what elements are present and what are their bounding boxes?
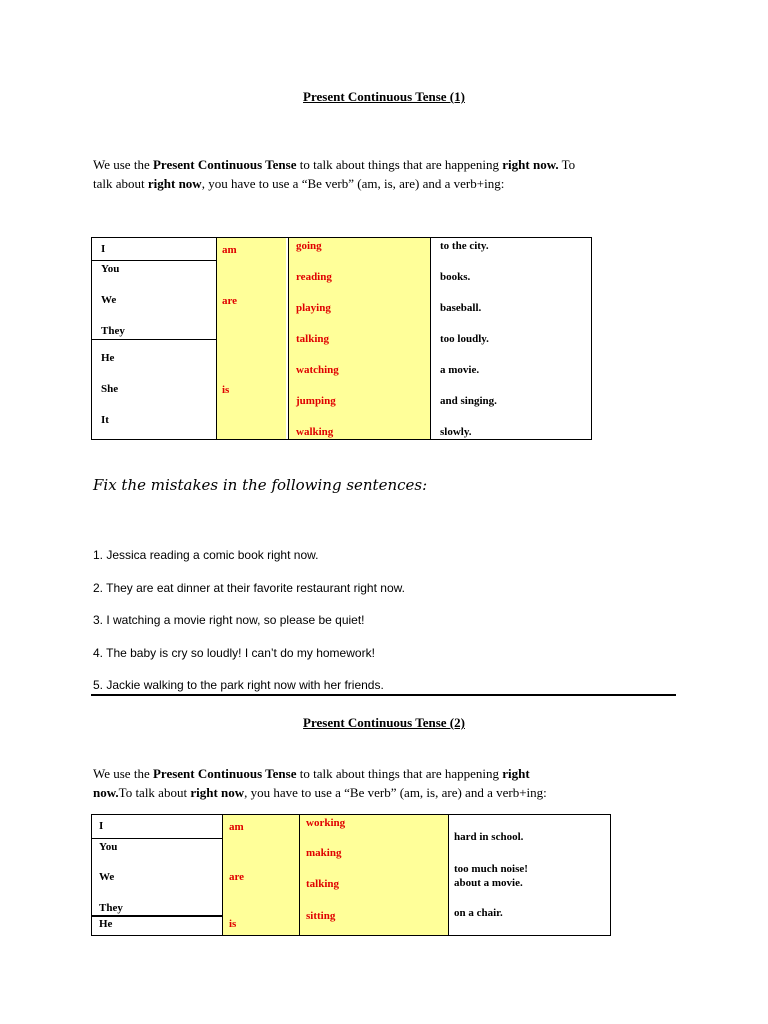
section2-title: Present Continuous Tense (2): [303, 715, 465, 730]
be-verb-cell: is: [222, 384, 230, 396]
subject-cell: We: [101, 294, 117, 306]
ending-cell: too loudly.: [440, 333, 489, 345]
ending-cell: baseball.: [440, 302, 482, 314]
be-verb-cell: am: [229, 821, 244, 833]
subject-cell: I: [99, 820, 104, 832]
exercise-sentence: 4. The baby is cry so loudly! I can’t do my homework!: [93, 646, 375, 660]
verb-cell: playing: [296, 302, 331, 314]
section1-title: Present Continuous Tense (1): [303, 89, 465, 104]
section2-intro-paragraph: We use the Present Continuous Tense to talk about things that are happening right now.To talk about right now, you have to use a “Be verb” (am, is, are) and a verb+ing:: [93, 766, 547, 800]
verb-cell: watching: [296, 364, 339, 376]
subject-cell: He: [99, 918, 113, 930]
subject-cell: They: [101, 325, 125, 337]
section1-intro-paragraph: We use the Present Continuous Tense to talk about things that are happening right now. To talk about right now, you have to use a “Be verb” (am, is, are) and a verb+ing:: [93, 157, 576, 191]
verb-cell: walking: [296, 426, 334, 438]
exercise-sentence: 5. Jackie walking to the park right now with her friends.: [93, 678, 384, 692]
verb-cell: going: [296, 240, 322, 252]
exercise-sentence: 1. Jessica reading a comic book right now.: [93, 548, 319, 562]
exercise-sentence: 3. I watching a movie right now, so please be quiet!: [93, 613, 365, 627]
verb-cell: talking: [296, 333, 330, 345]
subject-cell: You: [101, 263, 120, 275]
subject-cell: They: [99, 902, 123, 914]
ending-cell: hard in school.: [454, 831, 524, 843]
verb-cell: talking: [306, 878, 340, 890]
ending-cell: books.: [440, 271, 471, 283]
ending-cell: on a chair.: [454, 907, 503, 919]
be-verb-cell: is: [229, 918, 237, 930]
section-divider: [91, 694, 676, 696]
verb-cell: reading: [296, 271, 332, 283]
ending-cell: a movie.: [440, 364, 480, 376]
subject-cell: I: [101, 243, 106, 255]
ending-cell: and singing.: [440, 395, 497, 407]
exercise-instruction: Fix the mistakes in the following sentences:: [93, 476, 428, 494]
ending-cell: to the city.: [440, 240, 489, 252]
be-verb-cell: are: [222, 295, 238, 307]
be-verb-cell: am: [222, 244, 237, 256]
conjugation-table-2: [91, 814, 611, 936]
be-verb-column: [216, 238, 286, 439]
ending-cell: slowly.: [440, 426, 472, 438]
ending-cell: too much noise!: [454, 863, 528, 875]
subject-cell: He: [101, 352, 115, 364]
verb-cell: jumping: [296, 395, 336, 407]
verb-cell: sitting: [306, 910, 336, 922]
be-verb-cell: are: [229, 871, 245, 883]
subject-cell: You: [99, 841, 118, 853]
verb-cell: working: [306, 817, 346, 829]
exercise-sentence: 2. They are eat dinner at their favorite restaurant right now.: [93, 581, 405, 595]
verb-cell: making: [306, 847, 342, 859]
subject-cell: We: [99, 871, 115, 883]
ending-cell: about a movie.: [454, 877, 523, 889]
subject-cell: She: [101, 383, 119, 395]
conjugation-table-1: [91, 237, 592, 440]
subject-cell: It: [101, 414, 109, 426]
